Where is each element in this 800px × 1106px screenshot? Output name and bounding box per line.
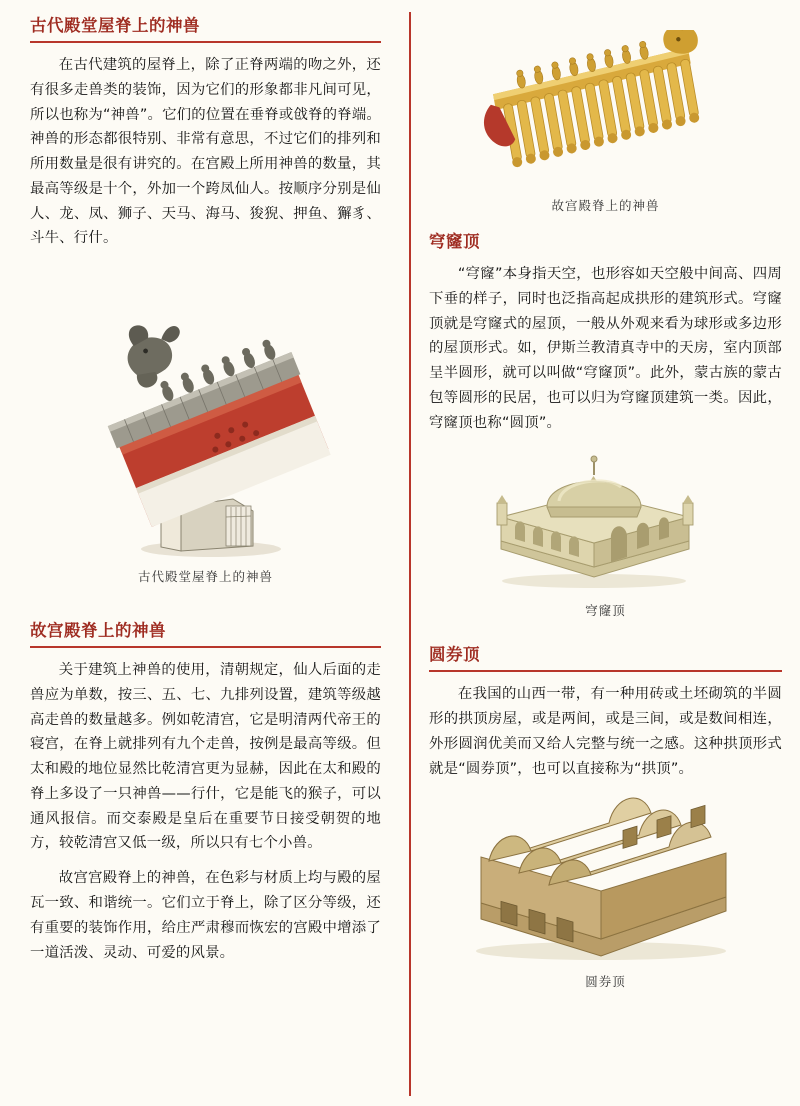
figure-caption-palace-ridge-beasts: 故宫殿脊上的神兽 <box>551 198 660 213</box>
figure-caption-ancient-roof-ridge: 古代殿堂屋脊上的神兽 <box>138 569 274 585</box>
figure-caption-barrel-vault-roof: 圆券顶 <box>585 974 626 990</box>
figure-ancient-roof-ridge <box>30 261 381 585</box>
paragraph-dome-roof: “穹窿”本身指天空，也形容如天空般中间高、四周下垂的样子，同时也泛指高起成拱形的建筑形式。穹窿顶就是穹窿式的屋顶，一般从外观来看为球形或多边形的屋顶形式。如，伊斯兰教清真寺中的天房，室内顶部呈半圆形，就可以叫做“穹窿顶”。此外，蒙古族的蒙古包等圆形的民居，也可以归为穹窿顶建筑一类。因此，穹窿顶也称“圆顶”。 <box>429 266 782 431</box>
illustration-barrel-vault-roof <box>451 791 751 966</box>
section-heading-barrel-vault-roof: 圆券顶 <box>429 641 782 672</box>
paragraph-forbidden-city-beasts-1: 关于建筑上神兽的使用，清朝规定，仙人后面的走兽应为单数，按三、五、七、九排列设置，建筑等级越高走兽的数量越多。例如乾清宫，它是明清两代帝王的寝宫，在脊上就排列有九个走兽，按例是最高等级。但太和殿的地位显然比乾清宫更为显赫，因此在太和殿的脊上多设了一只神兽——行什，它是能飞的猴子，可以通风报信。而交泰殿是皇后在重要节日接受朝贺的地方，较乾清宫又低一级，所以只有七个小兽。 <box>30 662 382 852</box>
illustration-palace-ridge-beasts <box>459 30 719 190</box>
section-heading-dome-roof: 穹窿顶 <box>429 232 481 251</box>
figure-caption-dome-roof: 穹窿顶 <box>585 603 626 619</box>
left-column <box>30 12 399 1096</box>
figure-palace-ridge-beasts <box>429 30 782 214</box>
figure-barrel-vault-roof <box>429 791 782 990</box>
figure-dome-roof <box>429 445 782 619</box>
paragraph-ancient-hall-beasts: 在古代建筑的屋脊上，除了正脊两端的吻之外，还有很多走兽类的装饰，因为它们的形象都非凡间可见，所以也称为“神兽”。它们的位置在垂脊或戗脊的脊端。神兽的形态都很特别、非常有意思，不过它们的排列和所用数量是很有讲究的。在宫殿上所用神兽的数量，其最高等级是十个，外加一个跨凤仙人。按顺序分别是仙人、龙、凤、狮子、天马、海马、狻猊、押鱼、獬豸、斗牛、行什。 <box>30 57 382 247</box>
column-divider <box>409 12 411 1096</box>
right-column <box>421 12 782 1096</box>
section-heading-forbidden-city-beasts: 故宫殿脊上的神兽 <box>30 617 381 648</box>
illustration-dome-roof <box>479 445 709 595</box>
paragraph-barrel-vault-roof: 在我国的山西一带，有一种用砖或土坯砌筑的半圆形的拱顶房屋，或是两间，或是三间，或是数间相连，外形圆润优美而又给人完整与统一之感。这种拱顶形式就是“圆券顶”，也可以直接称为“拱顶”。 <box>429 686 782 777</box>
paragraph-forbidden-city-beasts-2: 故宫宫殿脊上的神兽，在色彩与材质上均与殿的屋瓦一致、和谐统一。它们立于脊上，除了区分等级，还有重要的装饰作用，给庄严肃穆而恢宏的宫殿中增添了一道活泼、灵动、可爱的风景。 <box>30 870 382 961</box>
illustration-ancient-roof-ridge <box>61 261 351 561</box>
section-heading-ancient-hall-beasts: 古代殿堂屋脊上的神兽 <box>30 12 381 43</box>
